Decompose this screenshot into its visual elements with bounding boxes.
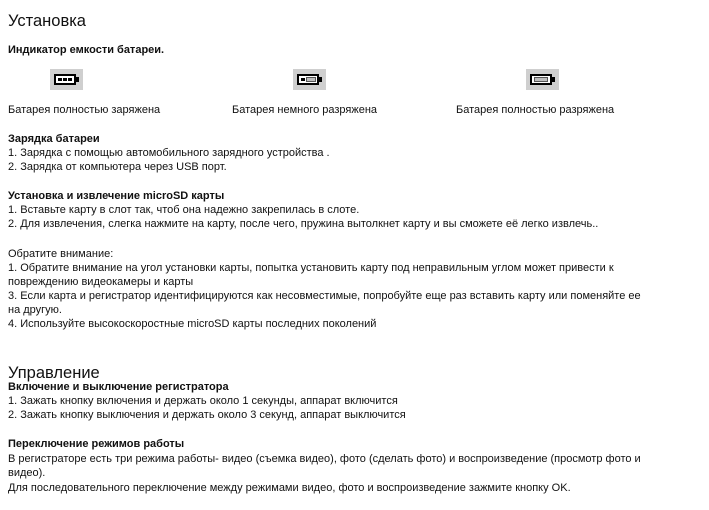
battery-empty-icon bbox=[526, 69, 559, 90]
charging-item-2: 2. Зарядка от компьютера через USB порт. bbox=[8, 161, 227, 173]
section-title-control: Управление bbox=[8, 364, 100, 382]
battery-full-icon bbox=[50, 69, 83, 90]
battery-empty-label: Батарея полностью разряжена bbox=[456, 104, 615, 116]
modes-heading: Переключение режимов работы bbox=[8, 438, 185, 450]
microsd-item-1: 1. Вставьте карту в слот так, чтоб она надежно закрепилась в слоте. bbox=[8, 204, 360, 216]
charging-item-1: 1. Зарядка с помощью автомобильного зарядного устройства . bbox=[8, 147, 330, 159]
power-item-2: 2. Зажать кнопку выключения и держать около 3 секунд, аппарат выключится bbox=[8, 409, 406, 421]
battery-indicator-heading: Индикатор емкости батареи. bbox=[8, 44, 165, 56]
battery-full-label: Батарея полностью заряжена bbox=[8, 104, 161, 116]
note-item-1-line-2: повреждению видеокамеры и карты bbox=[8, 276, 194, 288]
charging-heading: Зарядка батареи bbox=[8, 133, 100, 145]
section-title-install: Установка bbox=[8, 12, 86, 30]
modes-line-3: Для последовательного переключение между режимами видео, фото и воспроизведение зажмите кнопку OK. bbox=[8, 482, 571, 494]
microsd-item-2: 2. Для извлечения, слегка нажмите на карту, после чего, пружина вытолкнет карту и вы сможете её легко извлечь.. bbox=[8, 218, 599, 230]
battery-partial-icon bbox=[293, 69, 326, 90]
modes-line-1: В регистраторе есть три режима работы- видео (съемка видео), фото (сделать фото) и воспроизведение (просмотр фото и bbox=[8, 453, 641, 465]
power-heading: Включение и выключение регистратора bbox=[8, 381, 229, 393]
notes-heading: Обратите внимание: bbox=[8, 248, 114, 260]
note-item-4: 4. Используйте высокоскоростные microSD карты последних поколений bbox=[8, 318, 377, 330]
note-item-3-line-2: на другую. bbox=[8, 304, 62, 316]
microsd-heading: Установка и извлечение microSD карты bbox=[8, 190, 225, 202]
note-item-1-line-1: 1. Обратите внимание на угол установки карты, попытка установить карту под неправильным углом может привести к bbox=[8, 262, 614, 274]
battery-partial-label: Батарея немного разряжена bbox=[232, 104, 378, 116]
power-item-1: 1. Зажать кнопку включения и держать около 1 секунды, аппарат включится bbox=[8, 395, 398, 407]
note-item-3-line-1: 3. Если карта и регистратор идентифицируются как несовместимые, попробуйте еще раз вставить карту или поменяйте ее bbox=[8, 290, 641, 302]
modes-line-2: видео). bbox=[8, 467, 46, 479]
